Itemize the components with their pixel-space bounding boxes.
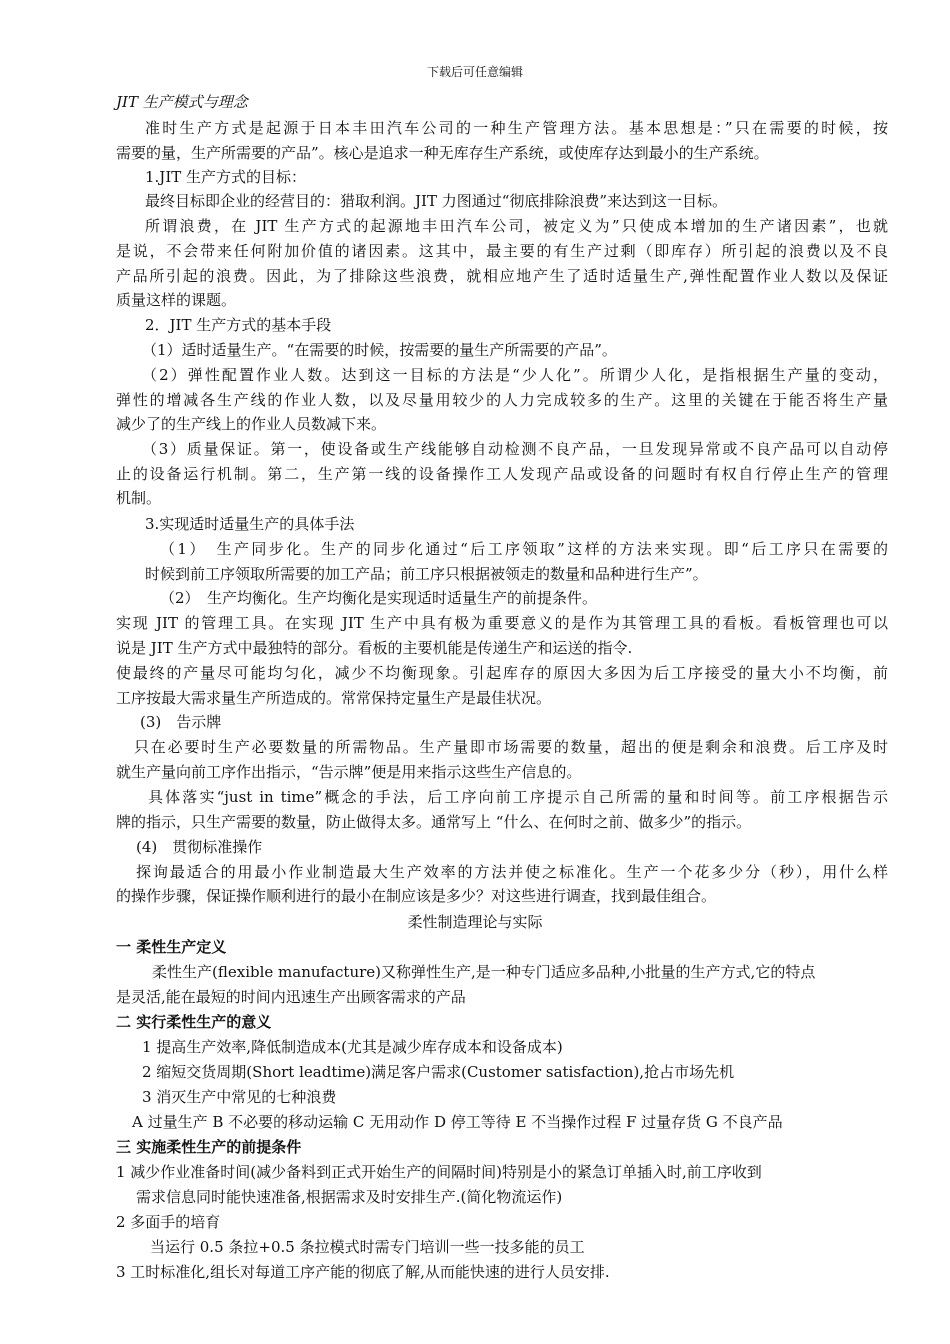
list-item: A 过量生产 B 不必要的移动运输 C 无用动作 D 停工等待 E 不当操作过程 F 过量存货 G 不良产品: [132, 1113, 783, 1131]
subheading: 2．JIT 生产方式的基本手段: [145, 316, 332, 334]
list-item: 3 工时标准化,组长对每道工序产能的彻底了解,从而能快速的进行人员安排.: [116, 1263, 610, 1281]
section-title-flexible: 柔性制造理论与实际: [407, 913, 543, 931]
heading-2: 二 实行柔性生产的意义: [116, 1013, 272, 1031]
paragraph-line: 具体落实“just in time”概念的手法，后工序向前工序提示自己所需的量和时间等。前工序根据告示: [148, 788, 888, 806]
paragraph-line: 的操作步骤，保证操作顺利进行的最小在制应该是多少？对这些进行调查，找到最佳组合。: [116, 887, 717, 905]
paragraph-line: 工序按最大需求量生产所造成的。常常保持定量生产是最佳状况。: [116, 689, 552, 707]
paragraph-line: 柔性生产(flexible manufacture)又称弹性生产,是一种专门适应多品种,小批量的生产方式,它的特点: [152, 963, 816, 981]
paragraph-line: 止的设备运行机制。第二，生产第一线的设备操作工人发现产品或设备的问题时有权自行停止生产的管理: [116, 465, 888, 483]
subheading: (4) 贯彻标准操作: [136, 838, 263, 856]
list-item: 3 消灭生产中常见的七种浪费: [142, 1088, 337, 1106]
paragraph-line: （1）适时适量生产。“在需要的时候，按需要的量生产所需要的产品”。: [142, 341, 617, 359]
list-item: 1 提高生产效率,降低制造成本(尤其是减少库存成本和设备成本): [142, 1038, 563, 1056]
paragraph-line: 所谓浪费，在 JIT 生产方式的起源地丰田汽车公司，被定义为”只使成本增加的生产诸因素”，也就: [145, 217, 888, 235]
paragraph-line: 只在必要时生产必要数量的所需物品。生产量即市场需要的数量，超出的便是剩余和浪费。后工序及时: [134, 738, 888, 756]
heading-3: 三 实施柔性生产的前提条件: [116, 1138, 302, 1156]
paragraph-line: 探询最适合的用最小作业制造最大生产效率的方法并使之标准化。生产一个花多少分（秒），用什么样: [136, 863, 888, 881]
paragraph-line: 需要的量，生产所需要的产品”。核心是追求一种无库存生产系统，或使库存达到最小的生产系统。: [116, 144, 769, 162]
paragraph-line: 当运行 0.5 条拉+0.5 条拉模式时需专门培训一些一技多能的员工: [150, 1238, 585, 1256]
paragraph-line: （2） 生产均衡化。生产均衡化是实现适时适量生产的前提条件。: [160, 589, 598, 607]
paragraph-line: 是说，不会带来任何附加价值的诸因素。这其中，最主要的有生产过剩（即库存）所引起的浪费以及不良: [116, 242, 888, 260]
page-header: 下载后可任意编辑: [426, 65, 523, 79]
paragraph-line: 使最终的产量尽可能均匀化，减少不均衡现象。引起库存的原因大多因为后工序接受的量大小不均衡，前: [116, 664, 888, 682]
paragraph-line: 时候到前工序领取所需要的加工产品；前工序只根据被领走的数量和品种进行生产”。: [145, 565, 708, 583]
subheading: (3) 告示牌: [140, 713, 222, 731]
paragraph-line: （1） 生产同步化。生产的同步化通过“后工序领取”这样的方法来实现。即“后工序只在需要的: [160, 540, 888, 558]
paragraph-line: 准时生产方式是起源于日本丰田汽车公司的一种生产管理方法。基本思想是：”只在需要的时候，按: [145, 119, 888, 137]
list-item: 1 减少作业准备时间(减少备料到正式开始生产的间隔时间)特别是小的紧急订单插入时,前工序收到: [116, 1163, 762, 1181]
paragraph-line: 弹性的增减各生产线的作业人数，以及尽量用较少的人力完成较多的生产。这里的关键在于能否将生产量: [116, 391, 888, 409]
paragraph-line: 质量这样的课题。: [116, 291, 237, 309]
paragraph-line: 就生产量向前工序作出指示，“告示牌”便是用来指示这些生产信息的。: [116, 763, 582, 781]
subheading: 1.JIT 生产方式的目标：: [145, 168, 307, 186]
paragraph-line: 机制。: [116, 489, 162, 507]
paragraph-line: 牌的指示，只生产需要的数量，防止做得太多。通常写上 “什么、在何时之前、做多少”的指示。: [116, 813, 752, 831]
paragraph-line: 减少了的生产线上的作业人员数减下来。: [116, 415, 387, 433]
paragraph-line: 最终目标即企业的经营目的：猎取利润。JIT 力图通过“彻底排除浪费”来达到这一目标。: [145, 192, 728, 210]
paragraph-line: （3）质量保证。第一，使设备或生产线能够自动检测不良产品，一旦发现异常或不良产品可以自动停: [142, 440, 888, 458]
paragraph-line: （2）弹性配置作业人数。达到这一目标的方法是“少人化”。所谓少人化，是指根据生产量的变动，: [142, 366, 888, 384]
section-title-jit: JIT 生产模式与理念: [116, 93, 248, 111]
paragraph-line: 是灵活,能在最短的时间内迅速生产出顾客需求的产品: [116, 988, 466, 1006]
paragraph-line: 实现 JIT 的管理工具。在实现 JIT 生产中具有极为重要意义的是作为其管理工具的看板。看板管理也可以: [116, 614, 888, 632]
heading-1: 一 柔性生产定义: [116, 938, 227, 956]
paragraph-line: 产品所引起的浪费。因此，为了排除这些浪费，就相应地产生了适时适量生产,弹性配置作业人数以及保证: [116, 267, 888, 285]
paragraph-line: 需求信息同时能快速准备,根据需求及时安排生产.(简化物流运作): [136, 1188, 563, 1206]
list-item: 2 缩短交货周期(Short leadtime)满足客户需求(Customer satisfaction),抢占市场先机: [142, 1063, 735, 1081]
list-item: 2 多面手的培育: [116, 1213, 221, 1231]
subheading: 3.实现适时适量生产的具体手法: [145, 515, 355, 533]
paragraph-line: 说是 JIT 生产方式中最独特的部分。看板的主要机能是传递生产和运送的指令.: [116, 639, 633, 657]
